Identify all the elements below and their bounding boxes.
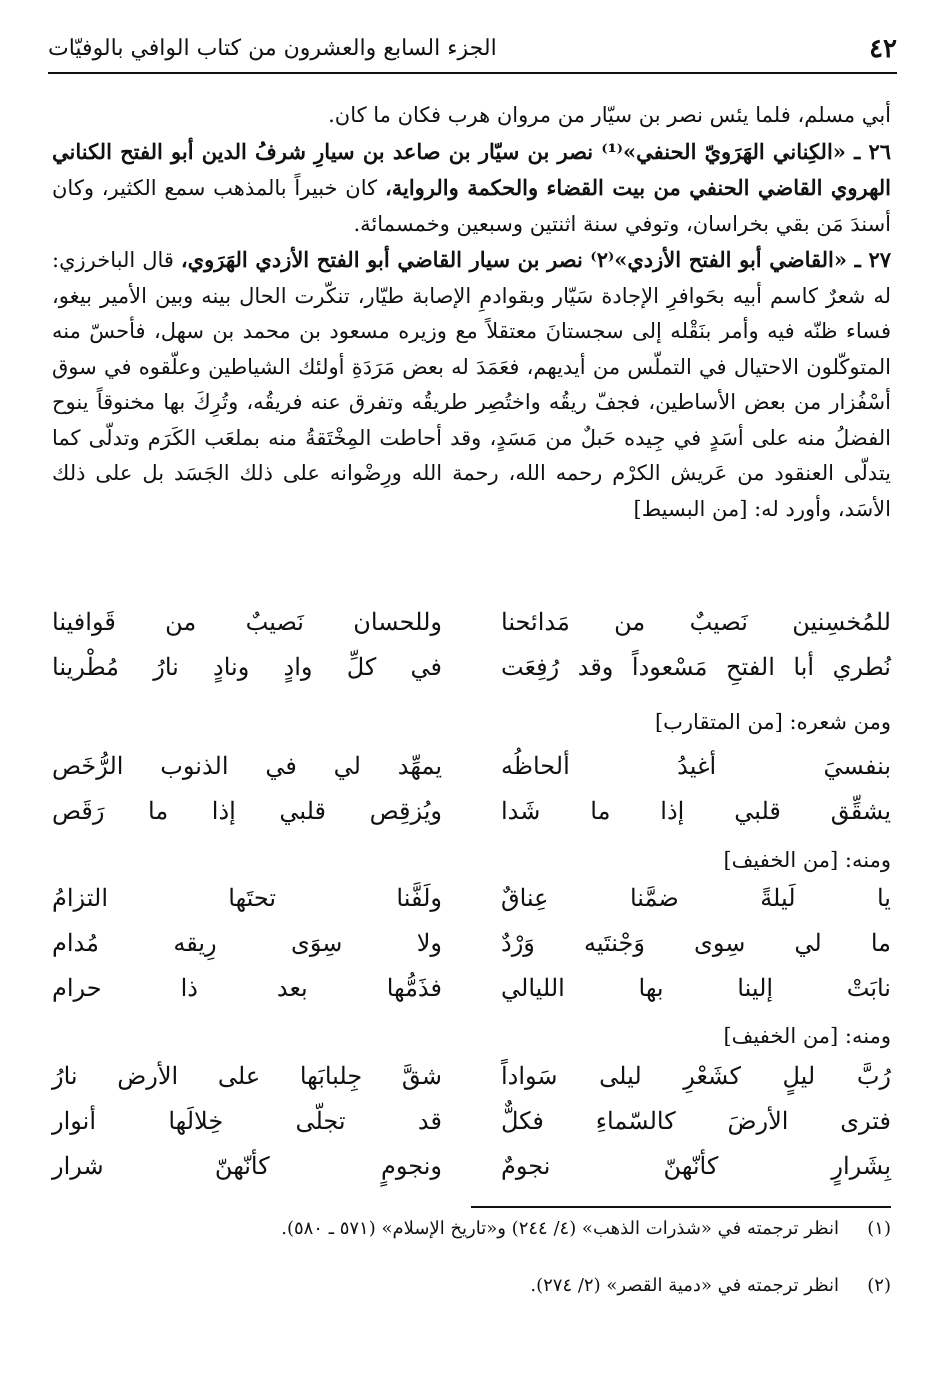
footnote-text: انظر ترجمته في «دمية القصر» (٢/ ٢٧٤). <box>530 1275 839 1296</box>
verse-first-hemistich: فترى الأرضَ كالسّماءِ فكلٌّ <box>501 1107 891 1135</box>
opening-line: أبي مسلم، فلما يئس نصر بن سيّار من مروان هرب فكان ما كان. <box>328 103 891 127</box>
verse-second-hemistich: في كلِّ وادٍ ونادٍ نارُ مُطْرينا <box>52 653 442 681</box>
verse-row <box>52 1152 891 1197</box>
verse-first-hemistich: نُطري أبا الفتحِ مَسْعوداً وقد رُفِعَت <box>501 653 891 681</box>
verse-row <box>52 929 891 974</box>
entry-26 <box>52 134 891 243</box>
entry-27 <box>52 242 891 527</box>
footnote-2 <box>52 1275 891 1296</box>
entry-27-text: قال الباخرزي: له شعرٌ كاسم أبيه بحَوافرِ الإجادة سَيّار وبقوادمِ الإصابة طيّار، تنكّرت الحال بينه وبين الأمير بيغو، فساء ظنّه فيه وأمر بنَقْله إلى سجستانَ معتقلاً مع وزيره مسعود بن محمد بن سهل، فأحسّ منه المتوكّلون الاحتيال في التملّس من أيديهم، فعَمَدَ له بعض مَرَدَةِ أولئك الشياطين وعلّقوه في سوق أسْفُزار من بعض الأساطين، فجفّ ريقُه واختُصِر طريقُه وتفرق عنه فريقُه، وتُرِكَ بها مخنوقاً ينوح الفضلُ منه على أسَدٍ في جِيده حَبلٌ من مَسَدٍ، وقد أحاطت المِخْتَقةُ منه بملعَب الكَرَم وتدلّى كما يتدلّى العنقود من عَريش الكرْم رحمه الله، رحمة الله ورِضْوانه على ذلك الجَسَد بل على ذلك الأسَد، وأورد له: [من البسيط] <box>52 248 891 521</box>
verse-second-hemistich: ونجومٍ كأنّهنّ شرار <box>52 1152 442 1180</box>
entry-27-head: ٢٧ ـ «القاضي أبو الفتح الأزدي»⁽٢⁾ نصر بن سيار القاضي أبو الفتح الأزدي الهَرَوي، <box>180 247 891 272</box>
verse-row <box>52 797 891 842</box>
verse-row <box>52 974 891 1019</box>
verse-first-hemistich: بِشَرارٍ كأنّهنّ نجومٌ <box>501 1152 891 1180</box>
verse-first-hemistich: يشقِّق قلبي إذا ما شَدا <box>501 797 891 825</box>
verse-row <box>52 884 891 929</box>
verse-row <box>52 608 891 653</box>
verse-row <box>52 1062 891 1107</box>
verse-row <box>52 752 891 797</box>
verse-second-hemistich: شقَّ جِلبابَها على الأرض نارُ <box>52 1062 442 1090</box>
verse-row <box>52 653 891 698</box>
poem-3-intro: ومنه: [من الخفيف] <box>723 848 891 872</box>
verse-first-hemistich: رُبَّ ليلٍ كشَعْرِ ليلى سَواداً <box>501 1062 891 1090</box>
footnote-number: (١) <box>867 1218 891 1239</box>
running-title: الجزء السابع والعشرون من كتاب الوافي بالوفيّات <box>48 36 497 61</box>
body-text <box>52 98 891 527</box>
poem-4 <box>52 1062 891 1197</box>
page-header <box>48 28 897 74</box>
entry-26-text: كان خبيراً بالمذهب سمع الكثير، وكان أسندَ مَن بقي بخراسان، وتوفي سنة اثنتين وسبعين وخمسمائة. <box>52 176 891 236</box>
verse-row <box>52 1107 891 1152</box>
poem-3 <box>52 884 891 1019</box>
page-number: ٤٢ <box>869 34 897 64</box>
verse-second-hemistich: ويُزقِص قلبي إذا ما رَقَص <box>52 797 442 825</box>
footnote-divider <box>471 1206 891 1208</box>
entry-26-head: ٢٦ ـ «الكِناني الهَرَويّ الحنفي»⁽¹⁾ نصر بن سيّار بن صاعد بن سيارِ شرفُ الدين أبو الفتح الكناني الهروي القاضي الحنفي من بيت القضاء والحكمة والرواية، <box>52 138 892 200</box>
verse-second-hemistich: فذَمُّها بعد ذا حرام <box>52 974 442 1002</box>
poem-2 <box>52 752 891 842</box>
verse-second-hemistich: ولا سِوَى رِيقه مُدام <box>52 929 442 957</box>
verse-first-hemistich: للمُخسِنين نَصيبٌ من مَدائحنا <box>501 608 891 636</box>
footnote-text: انظر ترجمته في «شذرات الذهب» (٤/ ٢٤٤) و«تاريخ الإسلام» (٥٧١ ـ ٥٨٠). <box>281 1218 839 1239</box>
footnote-1 <box>52 1218 891 1239</box>
verse-first-hemistich: بنفسيَ أغيدُ ألحاظُه <box>501 752 891 780</box>
poem-1 <box>52 608 891 698</box>
verse-first-hemistich: نابَتْ إلينا بها الليالي <box>501 974 891 1002</box>
verse-first-hemistich: يا لَيلةً ضمَّنا عِناقٌ <box>501 884 891 912</box>
footnote-number: (٢) <box>867 1275 891 1296</box>
verse-second-hemistich: ولَفَّنا تحتَها التزامُ <box>52 884 442 912</box>
poem-2-intro: ومن شعره: [من المتقارب] <box>654 710 891 734</box>
verse-first-hemistich: ما لي سِوى وَجْنتَيه وَرْدٌ <box>501 929 891 957</box>
verse-second-hemistich: وللحسان نَصيبٌ من قَوافينا <box>52 608 442 636</box>
poem-4-intro: ومنه: [من الخفيف] <box>723 1024 891 1048</box>
verse-second-hemistich: يمهِّد لي في الذنوب الرُّخَص <box>52 752 442 780</box>
verse-second-hemistich: قد تجلّى خِلالَها أنوار <box>52 1107 442 1135</box>
